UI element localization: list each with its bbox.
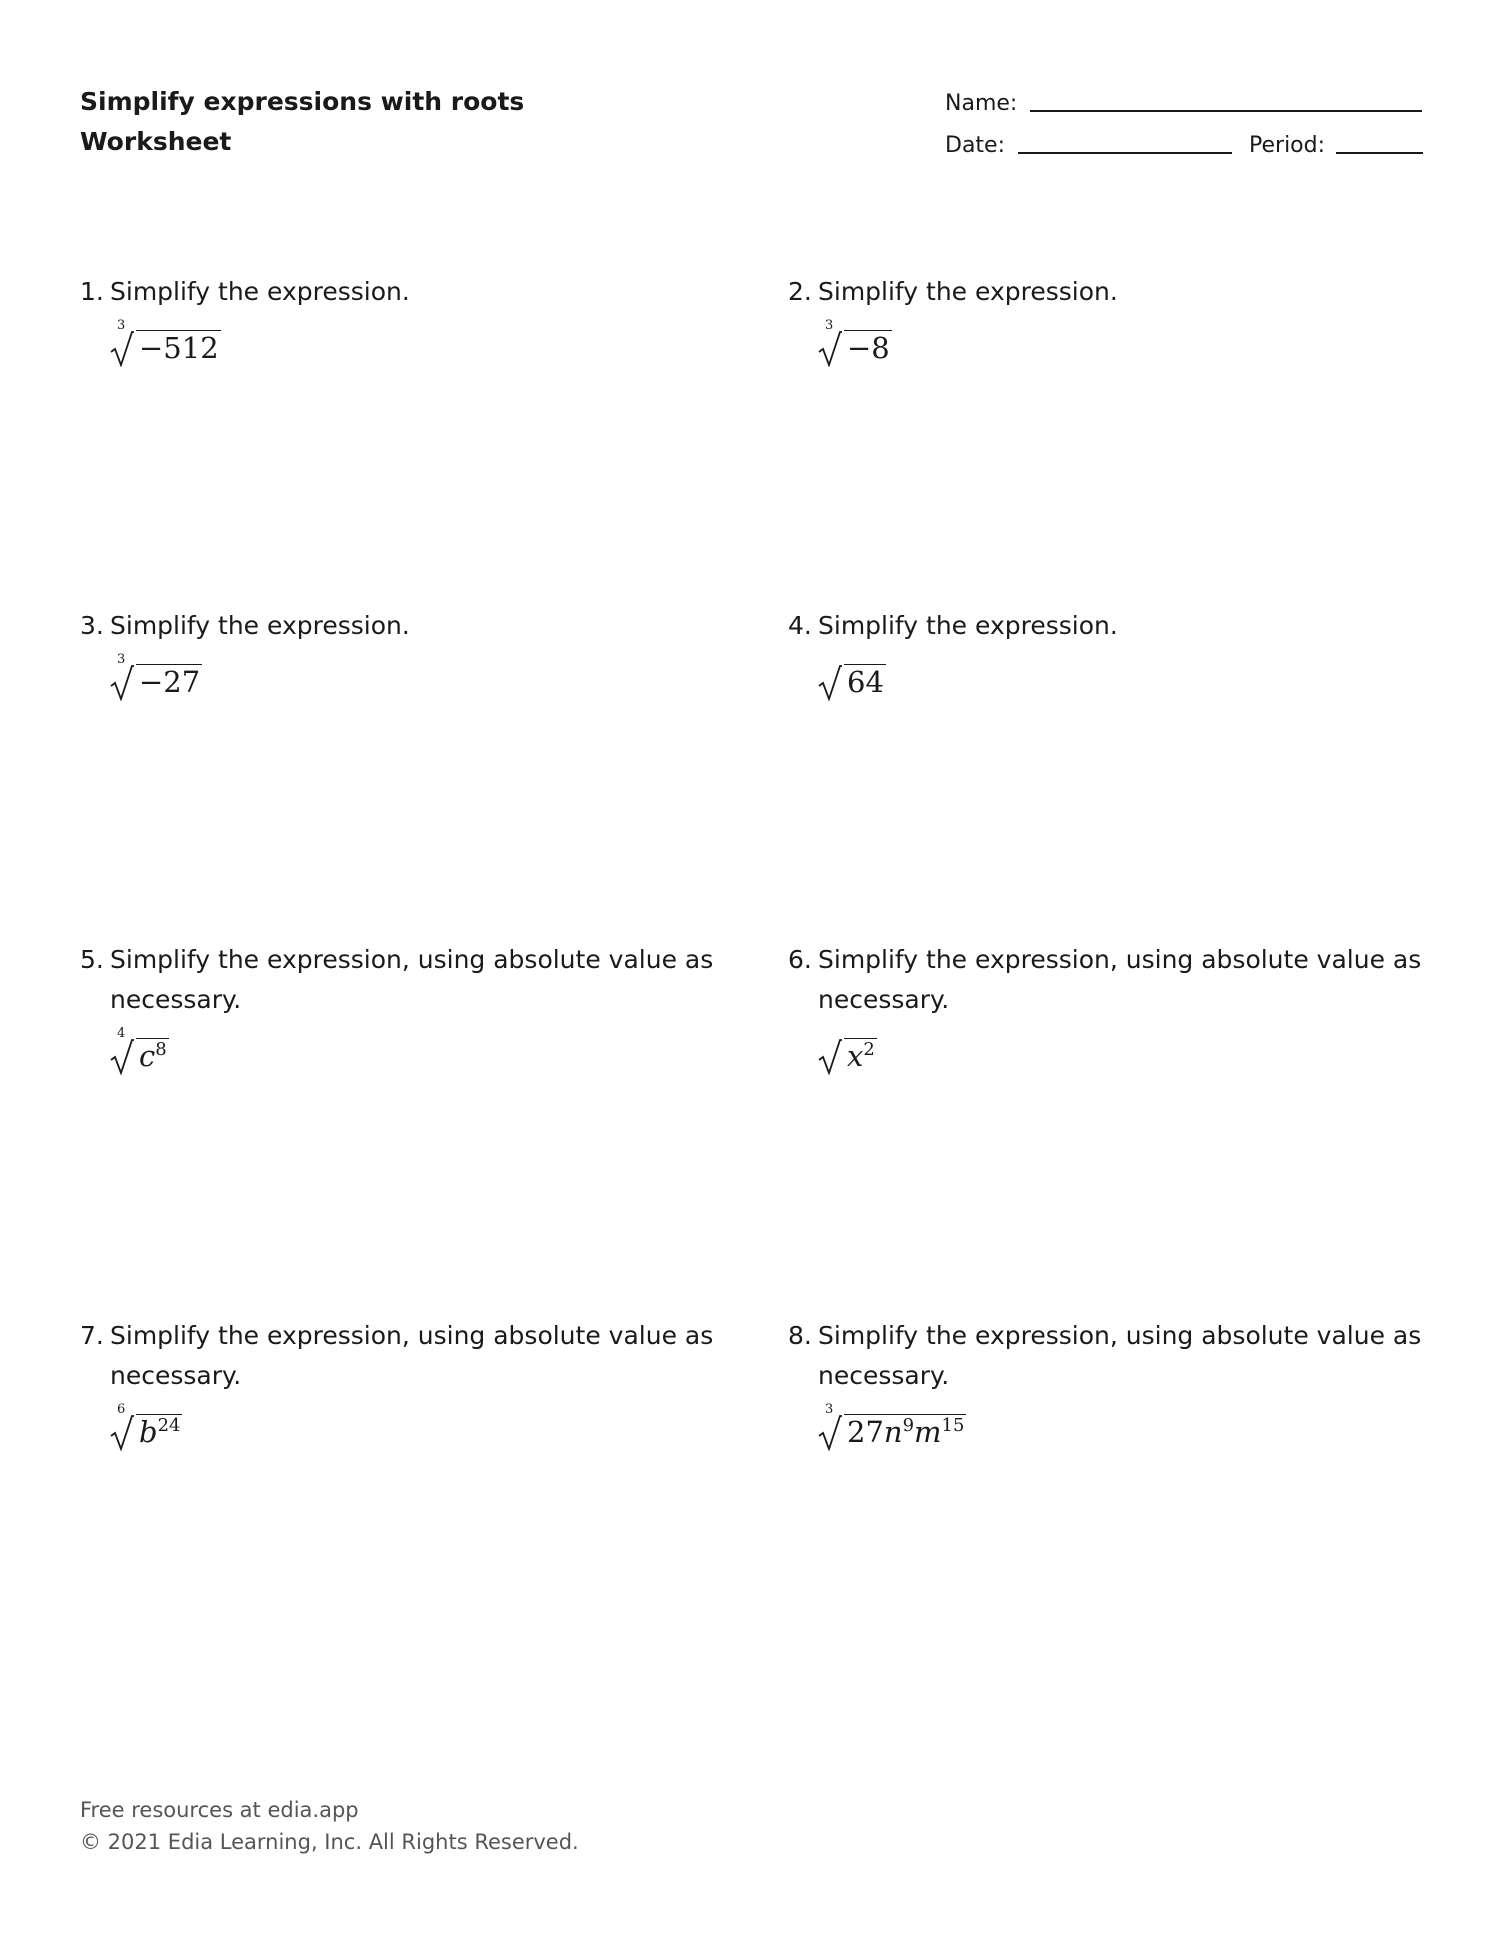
footer: [80, 1794, 579, 1858]
radicand: $c^8$: [136, 1038, 169, 1073]
problem-7: [80, 1316, 720, 1396]
problem-8-expression: [818, 1402, 966, 1450]
radical-sign-icon: [818, 331, 842, 367]
radical-sign-icon: [110, 1039, 134, 1075]
problem-prompt: Simplify the expression.: [110, 611, 410, 640]
footer-copyright: © 2021 Edia Learning, Inc. All Rights Reserved.: [80, 1830, 579, 1854]
problem-6: [788, 940, 1428, 1020]
problem-5-expression: [110, 1026, 169, 1074]
problem-3-expression: [110, 652, 202, 700]
radicand: $b^{24}$: [136, 1414, 182, 1449]
period-label: Period:: [1249, 133, 1326, 158]
radical-sign-icon: [110, 665, 134, 701]
cube-root: [818, 1402, 966, 1450]
problem-number: 3.: [80, 611, 104, 640]
root-index: 3: [117, 318, 126, 333]
problem-6-expression: [818, 1036, 877, 1074]
square-root: [818, 662, 886, 700]
name-label: Name:: [945, 91, 1018, 116]
problem-1: [80, 272, 720, 312]
problem-prompt: Simplify the expression.: [110, 277, 410, 306]
problem-prompt: Simplify the expression, using absolute value as necessary.: [818, 1321, 1422, 1390]
radicand: $x^2$: [844, 1038, 877, 1073]
date-line[interactable]: [1018, 152, 1232, 154]
cube-root: [110, 318, 221, 366]
square-root: [818, 1036, 877, 1074]
radicand: $27n^9m^{15}$: [844, 1414, 966, 1449]
worksheet-title: Simplify expressions with roots: [80, 87, 525, 116]
root-index: 6: [117, 1402, 126, 1417]
problem-8: [788, 1316, 1428, 1396]
problem-3: [80, 606, 720, 646]
problem-prompt: Simplify the expression.: [818, 277, 1118, 306]
radical-sign-icon: [818, 1415, 842, 1451]
problem-7-expression: [110, 1402, 182, 1450]
problem-prompt: Simplify the expression, using absolute value as necessary.: [818, 945, 1422, 1014]
radicand: −512: [136, 330, 221, 365]
root-index: 3: [825, 1402, 834, 1417]
problem-number: 2.: [788, 277, 812, 306]
worksheet-subtitle: Worksheet: [80, 127, 232, 156]
radicand: 64: [844, 664, 886, 699]
root-index: 3: [825, 318, 834, 333]
problem-2: [788, 272, 1428, 312]
cube-root: [818, 318, 892, 366]
cube-root: [110, 652, 202, 700]
root-index: 4: [117, 1026, 126, 1041]
radical-sign-icon: [110, 331, 134, 367]
problem-number: 6.: [788, 945, 812, 974]
fourth-root: [110, 1026, 169, 1074]
radical-sign-icon: [818, 665, 842, 701]
problem-prompt: Simplify the expression.: [818, 611, 1118, 640]
radical-sign-icon: [818, 1039, 842, 1075]
problem-number: 7.: [80, 1321, 104, 1350]
radicand: −8: [844, 330, 892, 365]
radical-sign-icon: [110, 1415, 134, 1451]
name-line[interactable]: [1030, 110, 1422, 112]
problem-5: [80, 940, 720, 1020]
worksheet-header: [80, 82, 524, 162]
problem-4-expression: [818, 662, 886, 700]
problem-1-expression: [110, 318, 221, 366]
sixth-root: [110, 1402, 182, 1450]
problem-number: 4.: [788, 611, 812, 640]
problem-4: [788, 606, 1428, 646]
problem-number: 1.: [80, 277, 104, 306]
radicand: −27: [136, 664, 202, 699]
footer-resources: Free resources at edia.app: [80, 1798, 359, 1822]
date-label: Date:: [945, 133, 1005, 158]
problem-number: 8.: [788, 1321, 812, 1350]
problem-2-expression: [818, 318, 892, 366]
problem-prompt: Simplify the expression, using absolute value as necessary.: [110, 945, 714, 1014]
problem-number: 5.: [80, 945, 104, 974]
problem-prompt: Simplify the expression, using absolute value as necessary.: [110, 1321, 714, 1390]
period-line[interactable]: [1336, 152, 1423, 154]
root-index: 3: [117, 652, 126, 667]
